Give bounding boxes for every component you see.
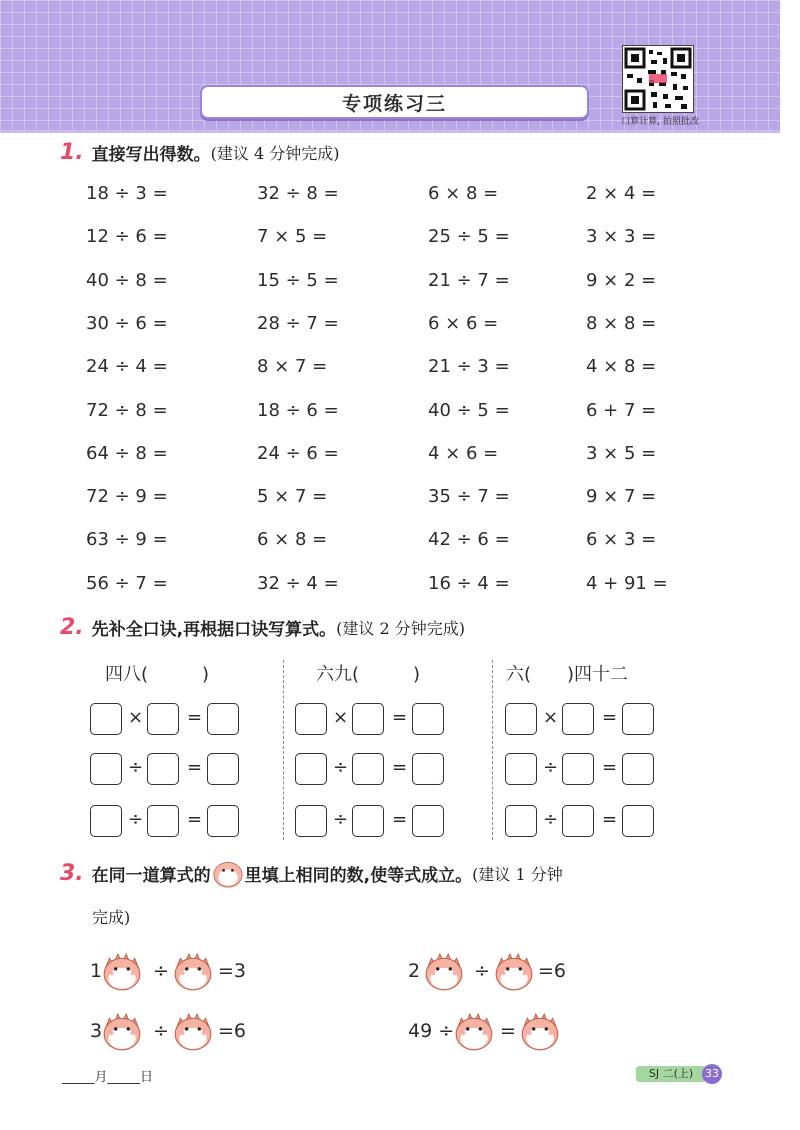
grade-badge: SJ 二(上) [636,1066,706,1082]
calculation-item: 40 ÷ 5 = [428,399,510,421]
calculation-item: 6 + 7 = [586,399,657,421]
calculation-item: 4 × 6 = [428,442,499,464]
hedgehog-blank-icon[interactable] [422,950,466,992]
hedgehog-icon [211,858,245,888]
calculation-item: 35 ÷ 7 = [428,486,510,508]
qr-caption: 口算计算, 拍照批改 [621,117,699,127]
calculation-item: 12 ÷ 6 = [86,226,168,248]
calculation-item: 63 ÷ 9 = [86,529,168,551]
section-number: 2. [60,615,84,640]
calculation-item: 7 × 5 = [257,226,328,248]
answer-box[interactable] [295,703,327,735]
answer-box[interactable] [412,703,444,735]
answer-box[interactable] [412,805,444,837]
calculation-item: 18 ÷ 6 = [257,399,339,421]
answer-box[interactable] [505,703,537,735]
page-number: 33 [702,1064,722,1084]
calculation-item: 4 × 8 = [586,356,657,378]
answer-box[interactable] [622,805,654,837]
answer-box[interactable] [147,805,179,837]
answer-box[interactable] [352,703,384,735]
page-title: 专项练习三 [200,85,589,119]
calculation-item: 18 ÷ 3 = [86,183,168,204]
calculation-item: 25 ÷ 5 = [428,226,510,248]
date-field[interactable]: _____月_____日 [62,1070,154,1085]
calculation-item: 32 ÷ 8 = [257,183,339,204]
calculation-item: 72 ÷ 9 = [86,486,168,508]
section-3-hint-cont [92,905,130,928]
equation-result: =3 [218,960,247,982]
calculation-item: 16 ÷ 4 = [428,572,510,594]
mnemonic-3: 六( )四十二 [506,664,629,685]
answer-box[interactable] [622,753,654,785]
mnemonic-2: 六九( ) [316,664,421,685]
operator-symbol: ÷ [153,1020,169,1042]
hedgehog-blank-icon[interactable] [171,1010,215,1052]
calculation-item: 32 ÷ 4 = [257,572,339,594]
section-number: 1. [60,140,84,165]
operator-symbol: ÷ [333,757,349,778]
qr-code-icon[interactable] [622,45,694,113]
calculation-item: 28 ÷ 7 = [257,312,339,334]
section-3-title [60,858,563,888]
equation-result: =6 [218,1020,247,1042]
answer-box[interactable] [295,753,327,785]
calculation-item: 3 × 5 = [586,442,657,464]
calculation-item: 8 × 8 = [586,312,657,334]
answer-box[interactable] [352,753,384,785]
answer-box[interactable] [295,805,327,837]
hedgehog-blank-icon[interactable] [492,950,536,992]
calculation-item: 4 + 91 = [586,572,668,594]
operator-symbol: × [128,707,144,728]
equals-symbol: = [392,707,408,728]
equation-result: =6 [538,960,567,982]
section-1-title [60,140,340,165]
operator-symbol: ÷ [543,809,559,830]
answer-box[interactable] [562,753,594,785]
calculation-item: 24 ÷ 6 = [257,442,339,464]
equals-symbol: = [500,1020,516,1042]
calculation-item: 21 ÷ 7 = [428,269,510,291]
calculation-item: 9 × 7 = [586,486,657,508]
calculation-item: 6 × 6 = [428,312,499,334]
equals-symbol: = [187,707,203,728]
equals-symbol: = [187,757,203,778]
answer-box[interactable] [505,805,537,837]
calculation-item: 5 × 7 = [257,486,328,508]
section-hint: 完成) [92,908,131,927]
operator-symbol: ÷ [128,757,144,778]
answer-box[interactable] [207,805,239,837]
answer-box[interactable] [412,753,444,785]
operator-symbol: ÷ [333,809,349,830]
operator-symbol: ÷ [543,757,559,778]
mnemonic-1: 四八( ) [105,664,210,685]
column-divider [492,660,493,840]
answer-box[interactable] [147,703,179,735]
calculation-item: 6 × 3 = [586,529,657,551]
answer-box[interactable] [207,753,239,785]
equals-symbol: = [602,707,618,728]
equals-symbol: = [187,809,203,830]
answer-box[interactable] [622,703,654,735]
section-text: 直接写出得数。 [91,145,211,165]
equation-prefix: 3 [90,1020,103,1042]
answer-box[interactable] [352,805,384,837]
calculation-item: 3 × 3 = [586,226,657,248]
calculation-item: 42 ÷ 6 = [428,529,510,551]
answer-box[interactable] [562,805,594,837]
hedgehog-blank-icon[interactable] [100,950,144,992]
answer-box[interactable] [90,703,122,735]
section-hint: (建议 4 分钟完成) [210,144,340,163]
operator-symbol: ÷ [128,809,144,830]
hedgehog-blank-icon[interactable] [518,1010,562,1052]
equals-symbol: = [602,757,618,778]
answer-box[interactable] [90,805,122,837]
calculation-item: 64 ÷ 8 = [86,442,168,464]
section-text: 先补全口诀,再根据口诀写算式。 [91,620,337,640]
calculation-item: 6 × 8 = [428,183,499,204]
calculation-item: 15 ÷ 5 = [257,269,339,291]
answer-box[interactable] [505,753,537,785]
calculation-item: 30 ÷ 6 = [86,312,168,334]
hedgehog-blank-icon[interactable] [171,950,215,992]
equals-symbol: = [392,809,408,830]
section-hint: (建议 2 分钟完成) [336,619,465,638]
section-2-title [60,615,465,640]
answer-box[interactable] [207,703,239,735]
section-text: 里填上相同的数,使等式成立。 [244,865,473,886]
calculation-item: 56 ÷ 7 = [86,572,168,594]
section-number: 3. [60,860,84,886]
operator-symbol: × [543,707,559,728]
operator-symbol: × [333,707,349,728]
column-divider [283,660,284,840]
equals-symbol: = [392,757,408,778]
calculation-item: 6 × 8 = [257,529,328,551]
answer-box[interactable] [90,753,122,785]
operator-symbol: ÷ [474,960,490,982]
calculation-item: 9 × 2 = [586,269,657,291]
calculation-item: 21 ÷ 3 = [428,356,510,378]
equation-prefix: 1 [90,960,103,982]
equation-prefix: 2 [408,960,421,982]
calculation-item: 2 × 4 = [586,183,657,204]
answer-box[interactable] [562,703,594,735]
section-text: 在同一道算式的 [91,865,211,886]
calculation-item: 24 ÷ 4 = [86,356,168,378]
calculation-item: 72 ÷ 8 = [86,399,168,421]
hedgehog-blank-icon[interactable] [100,1010,144,1052]
answer-box[interactable] [147,753,179,785]
operator-symbol: ÷ [153,960,169,982]
calculation-item: 40 ÷ 8 = [86,269,168,291]
hedgehog-blank-icon[interactable] [452,1010,496,1052]
equation-prefix: 49 ÷ [408,1020,455,1042]
section-hint: (建议 1 分钟 [472,864,563,884]
equals-symbol: = [602,809,618,830]
calculation-item: 8 × 7 = [257,356,328,378]
